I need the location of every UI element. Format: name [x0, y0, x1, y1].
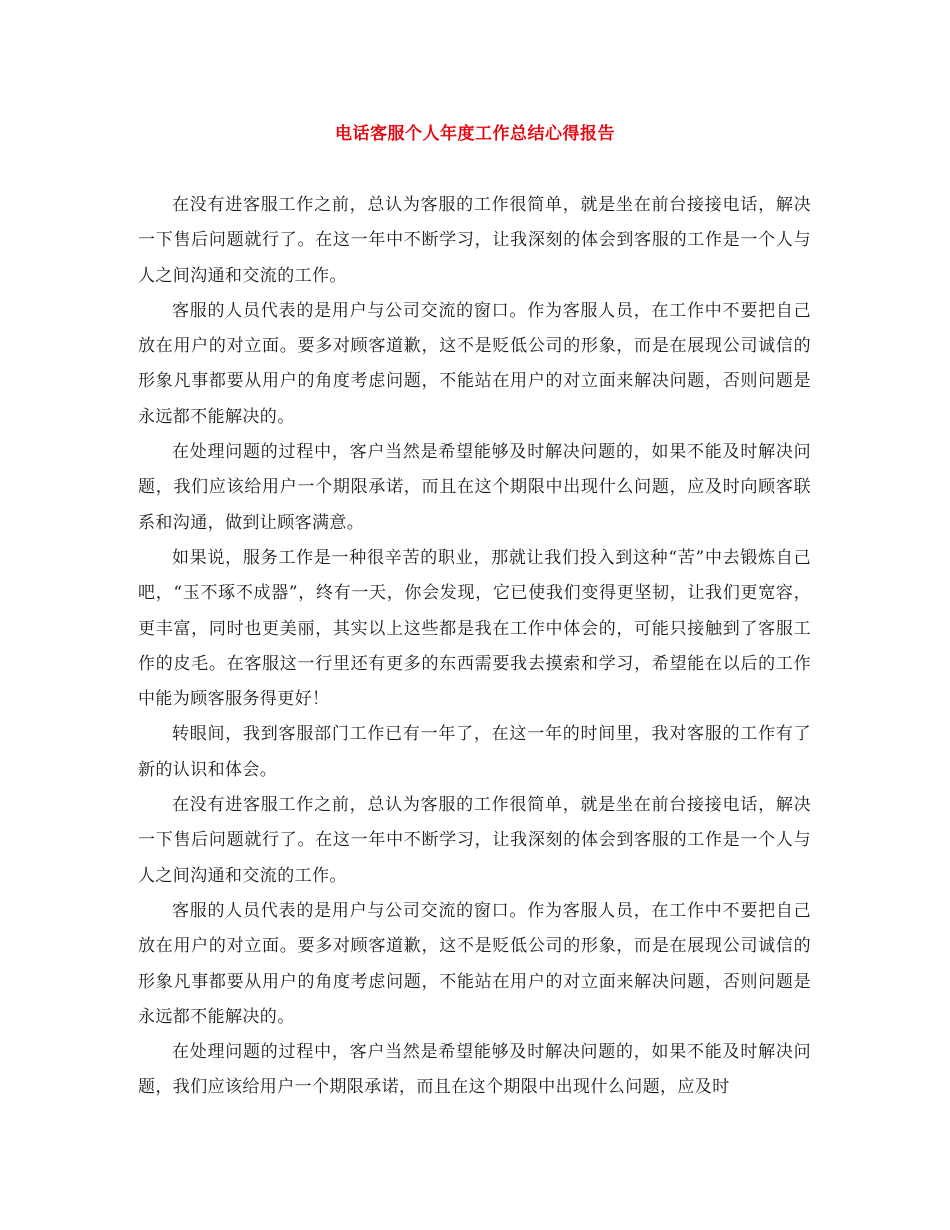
paragraph: 在处理问题的过程中，客户当然是希望能够及时解决问题的，如果不能及时解决问题，我们应该给用户一个期限承诺，而且在这个期限中出现什么问题，应及时 — [138, 1042, 811, 1098]
paragraph: 转眼间，我到客服部门工作已有一年了，在这一年的时间里，我对客服的工作有了新的认识和体会。 — [138, 724, 811, 780]
document-title: 电话客服个人年度工作总结心得报告 — [335, 124, 615, 144]
paragraph: 在没有进客服工作之前，总认为客服的工作很简单，就是坐在前台接接电话，解决一下售后问题就行了。在这一年中不断学习，让我深刻的体会到客服的工作是一个人与人之间沟通和交流的工作。 — [138, 195, 811, 286]
document-body — [138, 188, 811, 1106]
paragraph: 如果说，服务工作是一种很辛苦的职业，那就让我们投入到这种“苦”中去锻炼自己吧，“玉不琢不成器”，终有一天，你会发现，它已使我们变得更坚韧，让我们更宽容，更丰富，同时也更美丽，其实以上这些都是我在工作中体会的，可能只接触到了客服工作的皮毛。在客服这一行里还有更多的东西需要我去摸索和学习，希望能在以后的工作中能为顾客服务得更好！ — [138, 547, 811, 710]
paragraph: 在处理问题的过程中，客户当然是希望能够及时解决问题的，如果不能及时解决问题，我们应该给用户一个期限承诺，而且在这个期限中出现什么问题，应及时向顾客联系和沟通，做到让顾客满意。 — [138, 442, 811, 533]
paragraph: 客服的人员代表的是用户与公司交流的窗口。作为客服人员，在工作中不要把自己放在用户的对立面。要多对顾客道歉，这不是贬低公司的形象，而是在展现公司诚信的形象凡事都要从用户的角度考虑问题，不能站在用户的对立面来解决问题，否则问题是永远都不能解决的。 — [138, 300, 811, 427]
paragraph: 在没有进客服工作之前，总认为客服的工作很简单，就是坐在前台接接电话，解决一下售后问题就行了。在这一年中不断学习，让我深刻的体会到客服的工作是一个人与人之间沟通和交流的工作。 — [138, 795, 811, 886]
paragraph: 客服的人员代表的是用户与公司交流的窗口。作为客服人员，在工作中不要把自己放在用户的对立面。要多对顾客道歉，这不是贬低公司的形象，而是在展现公司诚信的形象凡事都要从用户的角度考虑问题，不能站在用户的对立面来解决问题，否则问题是永远都不能解决的。 — [138, 900, 811, 1027]
